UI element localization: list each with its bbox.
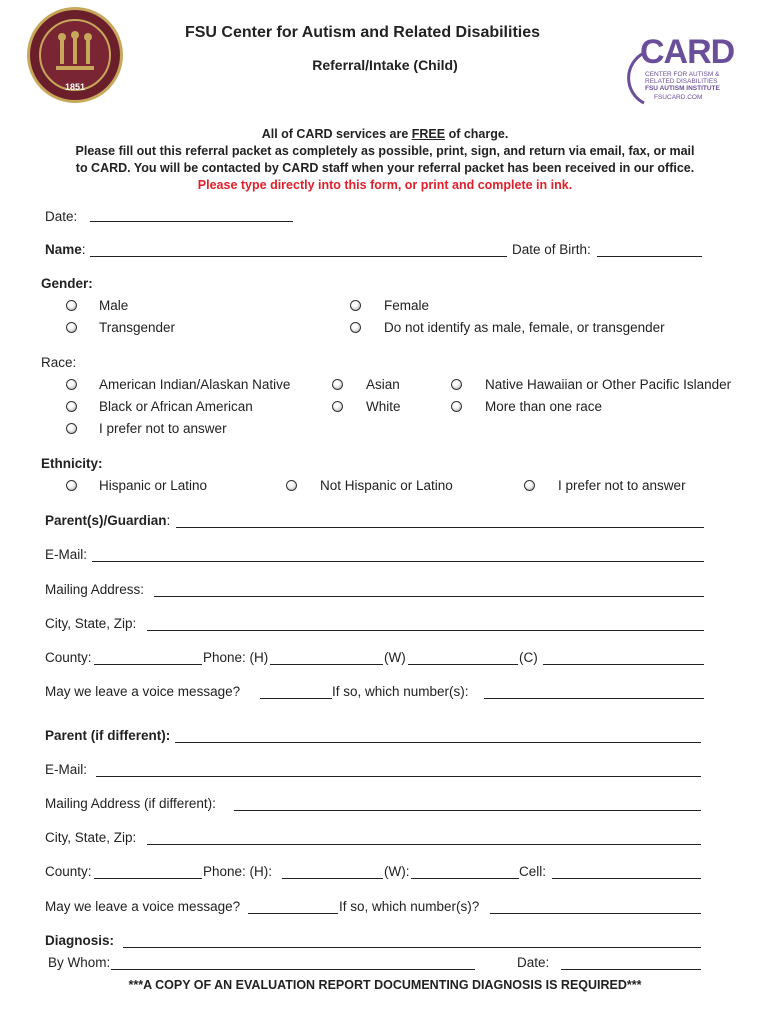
evaluation-required-note: ***A COPY OF AN EVALUATION REPORT DOCUMENTING DIAGNOSIS IS REQUIRED*** — [128, 978, 642, 992]
gender-label: Gender: — [41, 276, 93, 291]
card-logo-word: CARD — [640, 33, 735, 71]
ethnicity-not-hispanic-label: Not Hispanic or Latino — [320, 478, 453, 493]
race-pacific-islander-radio[interactable] — [451, 379, 462, 390]
parent2-email-field[interactable] — [96, 776, 701, 777]
by-whom-field[interactable] — [111, 969, 475, 970]
guardian-email-label: E-Mail: — [45, 547, 88, 562]
race-black-label: Black or African American — [99, 399, 253, 414]
parent2-cell-field[interactable] — [552, 878, 701, 879]
name-label — [45, 242, 86, 257]
page-subtitle: Referral/Intake (Child) — [312, 57, 458, 73]
guardian-city-label: City, State, Zip: — [45, 616, 137, 631]
ethnicity-prefer-not-radio[interactable] — [524, 480, 535, 491]
parent2-which-label: If so, which number(s)? — [339, 899, 480, 914]
name-colon: : — [81, 242, 86, 257]
intro-line-1-pre: All of CARD services are — [261, 127, 412, 141]
guardian-which-field[interactable] — [484, 698, 704, 699]
guardian-phone-c-field[interactable] — [543, 664, 704, 665]
ethnicity-label: Ethnicity: — [41, 456, 103, 471]
fsu-seal-logo — [27, 7, 123, 103]
race-native-american-radio[interactable] — [66, 379, 77, 390]
race-asian-label: Asian — [366, 377, 400, 392]
parent2-city-label: City, State, Zip: — [45, 830, 137, 845]
guardian-voice-field[interactable] — [260, 698, 332, 699]
gender-male-label: Male — [99, 298, 129, 313]
by-whom-label: By Whom: — [48, 955, 111, 970]
diagnosis-date-field[interactable] — [561, 969, 701, 970]
guardian-city-field[interactable] — [147, 630, 704, 631]
guardian-county-label: County: — [45, 650, 92, 665]
race-white-radio[interactable] — [332, 401, 343, 412]
guardian-phone-w-field[interactable] — [408, 664, 518, 665]
free-text: FREE — [411, 127, 446, 141]
dob-label: Date of Birth: — [512, 242, 591, 257]
guardian-email-field[interactable] — [92, 561, 704, 562]
gender-not-identify-label: Do not identify as male, female, or transgender — [384, 320, 665, 335]
parent2-phone-w-field[interactable] — [411, 878, 519, 879]
guardian-phone-h-field[interactable] — [270, 664, 383, 665]
guardian-which-label: If so, which number(s): — [332, 684, 469, 699]
card-logo-line3: FSU AUTISM INSTITUTE — [645, 85, 720, 92]
parent2-phone-w-label: (W): — [384, 864, 410, 879]
parent2-voice-label: May we leave a voice message? — [45, 899, 241, 914]
date-field[interactable] — [90, 221, 293, 222]
parent2-phone-h-label: Phone: (H): — [203, 864, 273, 879]
diagnosis-field[interactable] — [123, 947, 701, 948]
parent2-field[interactable] — [175, 742, 701, 743]
parent2-voice-field[interactable] — [248, 913, 338, 914]
guardian-colon: : — [166, 513, 171, 528]
date-label: Date: — [45, 209, 78, 224]
intro-line-3: to CARD. You will be contacted by CARD staff when your referral packet has been received in our office. — [75, 161, 695, 175]
name-field[interactable] — [90, 256, 507, 257]
intro-line-4: Please type directly into this form, or print and complete in ink. — [197, 178, 573, 192]
guardian-address-label: Mailing Address: — [45, 582, 145, 597]
dob-field[interactable] — [597, 256, 702, 257]
parent2-address-label: Mailing Address (if different): — [45, 796, 216, 811]
diagnosis-date-label: Date: — [517, 955, 550, 970]
card-logo-line4: FSUCARD.COM — [654, 94, 703, 101]
race-black-radio[interactable] — [66, 401, 77, 412]
gender-female-radio[interactable] — [350, 300, 361, 311]
ethnicity-not-hispanic-radio[interactable] — [286, 480, 297, 491]
intro-line-1-post: of charge. — [445, 127, 509, 141]
guardian-label-text: Parent(s)/Guardian — [45, 513, 167, 528]
race-label: Race: — [41, 355, 77, 370]
guardian-county-field[interactable] — [94, 664, 202, 665]
page-title: FSU Center for Autism and Related Disabilities — [184, 24, 541, 41]
gender-transgender-label: Transgender — [99, 320, 176, 335]
guardian-field[interactable] — [176, 527, 704, 528]
parent2-cell-label: Cell: — [519, 864, 547, 879]
intro-line-2: Please fill out this referral packet as completely as possible, print, sign, and return via email, fax, or mail — [75, 144, 695, 158]
guardian-label — [45, 513, 170, 528]
gender-transgender-radio[interactable] — [66, 322, 77, 333]
race-white-label: White — [366, 399, 401, 414]
race-native-american-label: American Indian/Alaskan Native — [99, 377, 291, 392]
race-asian-radio[interactable] — [332, 379, 343, 390]
guardian-voice-label: May we leave a voice message? — [45, 684, 241, 699]
race-prefer-not-radio[interactable] — [66, 423, 77, 434]
guardian-phone-h-label: Phone: (H) — [203, 650, 269, 665]
guardian-address-field[interactable] — [154, 596, 704, 597]
parent2-city-field[interactable] — [147, 844, 701, 845]
diagnosis-label: Diagnosis: — [45, 933, 115, 948]
parent2-phone-h-field[interactable] — [282, 878, 383, 879]
card-logo-line1: CENTER FOR AUTISM & — [645, 71, 720, 78]
race-multiple-radio[interactable] — [451, 401, 462, 412]
parent2-address-field[interactable] — [234, 810, 701, 811]
card-logo-line2: RELATED DISABILITIES — [645, 78, 718, 85]
guardian-phone-c-label: (C) — [519, 650, 538, 665]
name-label-text: Name — [45, 242, 82, 257]
parent2-label: Parent (if different): — [45, 728, 171, 743]
parent2-which-field[interactable] — [490, 913, 701, 914]
ethnicity-hispanic-label: Hispanic or Latino — [99, 478, 208, 493]
seal-year: 1851 — [64, 82, 86, 92]
gender-male-radio[interactable] — [66, 300, 77, 311]
gender-female-label: Female — [384, 298, 430, 313]
parent2-email-label: E-Mail: — [45, 762, 88, 777]
gender-not-identify-radio[interactable] — [350, 322, 361, 333]
intro-line-1 — [0, 127, 770, 141]
parent2-county-label: County: — [45, 864, 92, 879]
ethnicity-prefer-not-label: I prefer not to answer — [558, 478, 686, 493]
guardian-phone-w-label: (W) — [384, 650, 406, 665]
parent2-county-field[interactable] — [94, 878, 202, 879]
race-multiple-label: More than one race — [485, 399, 603, 414]
ethnicity-hispanic-radio[interactable] — [66, 480, 77, 491]
race-pacific-islander-label: Native Hawaiian or Other Pacific Islander — [485, 377, 732, 392]
race-prefer-not-label: I prefer not to answer — [99, 421, 227, 436]
